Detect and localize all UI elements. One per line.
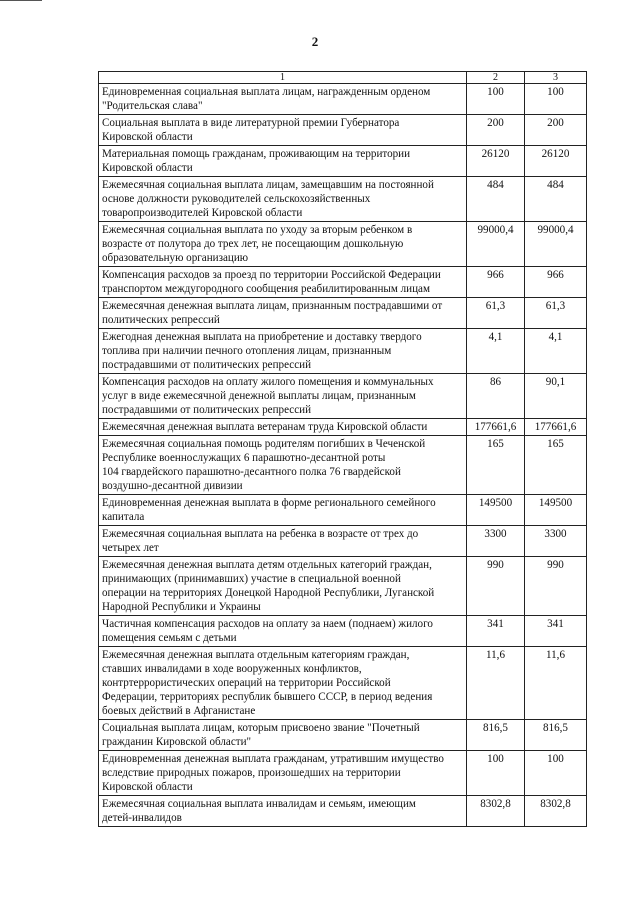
page-number: 2 [311,34,319,49]
row-description: Материальная помощь гражданам, проживающим на территории Кировской области [99,146,467,177]
row-description: Ежемесячная денежная выплата лицам, признанным пострадавшими от политических репрессий [99,298,467,329]
row-value-col2: 4,1 [467,329,525,374]
row-value-col2: 990 [467,557,525,616]
row-value-col3: 990 [525,557,587,616]
table-row [99,647,587,720]
table-row [99,751,587,796]
row-value-col3: 177661,6 [525,419,587,436]
row-description: Ежемесячная денежная выплата детям отдельных категорий граждан, принимающих (принимавших) участие в специальной военной операции на территориях Донецкой Народной Республики, Луганской Народной Республики и Украины [99,557,467,616]
row-value-col2: 341 [467,616,525,647]
row-value-col2: 200 [467,115,525,146]
row-value-col3: 149500 [525,495,587,526]
row-description: Ежемесячная денежная выплата ветеранам труда Кировской области [99,419,467,436]
table-row [99,495,587,526]
row-value-col3: 4,1 [525,329,587,374]
row-description: Компенсация расходов на оплату жилого помещения и коммунальных услуг в виде ежемесячной денежной выплаты лицам, признанным пострадавшими от политических репрессий [99,374,467,419]
corner-mark [0,0,42,1]
row-value-col2: 177661,6 [467,419,525,436]
table-row [99,557,587,616]
row-value-col3: 61,3 [525,298,587,329]
row-value-col2: 816,5 [467,720,525,751]
row-value-col3: 100 [525,751,587,796]
table-row [99,616,587,647]
row-description: Ежегодная денежная выплата на приобретение и доставку твердого топлива при наличии печного отопления лицам, признанным пострадавшими от политических репрессий [99,329,467,374]
table-row [99,329,587,374]
table-row [99,436,587,495]
row-value-col3: 816,5 [525,720,587,751]
table-header-row [99,72,587,84]
row-description: Единовременная денежная выплата в форме регионального семейного капитала [99,495,467,526]
table-row [99,115,587,146]
row-value-col3: 484 [525,177,587,222]
header-cell: 3 [525,72,587,84]
row-value-col3: 100 [525,84,587,115]
row-value-col2: 3300 [467,526,525,557]
row-value-col2: 165 [467,436,525,495]
row-value-col3: 26120 [525,146,587,177]
table-row [99,526,587,557]
row-value-col3: 3300 [525,526,587,557]
header-cell: 1 [99,72,467,84]
row-value-col2: 8302,8 [467,796,525,827]
row-description: Социальная выплата лицам, которым присвоено звание "Почетный гражданин Кировской области" [99,720,467,751]
table-row [99,177,587,222]
table-row [99,419,587,436]
table-row [99,267,587,298]
header-cell: 2 [467,72,525,84]
row-value-col2: 966 [467,267,525,298]
row-value-col3: 8302,8 [525,796,587,827]
row-value-col2: 11,6 [467,647,525,720]
row-value-col3: 99000,4 [525,222,587,267]
table-row [99,374,587,419]
table-row [99,720,587,751]
row-value-col2: 99000,4 [467,222,525,267]
row-description: Ежемесячная социальная выплата лицам, замещавшим на постоянной основе должности руководителей сельскохозяйственных товаропроизводителей Кировской области [99,177,467,222]
row-description: Ежемесячная социальная выплата по уходу за вторым ребенком в возрасте от полутора до трех лет, не посещающим дошкольную образовательную организацию [99,222,467,267]
row-value-col3: 341 [525,616,587,647]
row-value-col3: 165 [525,436,587,495]
table-row [99,222,587,267]
table-row [99,84,587,115]
table-row [99,298,587,329]
row-value-col2: 61,3 [467,298,525,329]
row-value-col3: 966 [525,267,587,298]
row-description: Ежемесячная социальная выплата инвалидам и семьям, имеющим детей-инвалидов [99,796,467,827]
row-value-col2: 484 [467,177,525,222]
table-row [99,796,587,827]
row-value-col3: 200 [525,115,587,146]
row-value-col2: 26120 [467,146,525,177]
row-value-col2: 100 [467,751,525,796]
row-description: Компенсация расходов за проезд по территории Российской Федерации транспортом междугородного сообщения реабилитированным лицам [99,267,467,298]
row-description: Частичная компенсация расходов на оплату за наем (поднаем) жилого помещения семьям с детьми [99,616,467,647]
row-value-col3: 90,1 [525,374,587,419]
row-value-col3: 11,6 [525,647,587,720]
row-description: Ежемесячная социальная выплата на ребенка в возрасте от трех до четырех лет [99,526,467,557]
row-value-col2: 86 [467,374,525,419]
row-value-col2: 149500 [467,495,525,526]
row-value-col2: 100 [467,84,525,115]
row-description: Социальная выплата в виде литературной премии Губернатора Кировской области [99,115,467,146]
row-description: Единовременная социальная выплата лицам, награжденным орденом "Родительская слава" [99,84,467,115]
row-description: Ежемесячная социальная помощь родителям погибших в Чеченской Республике военнослужащих 6 парашютно-десантной роты 104 гвардейского парашютно-десантного полка 76 гвардейской воздушно-десантной дивизии [99,436,467,495]
row-description: Ежемесячная денежная выплата отдельным категориям граждан, ставших инвалидами в ходе вооруженных конфликтов, контртеррористических операций на территории Российской Федерации, территориях республик бывшего СССР, в период ведения боевых действий в Афганистане [99,647,467,720]
table-row [99,146,587,177]
row-description: Единовременная денежная выплата гражданам, утратившим имущество вследствие природных пожаров, произошедших на территории Кировской области [99,751,467,796]
payments-table [98,71,587,827]
